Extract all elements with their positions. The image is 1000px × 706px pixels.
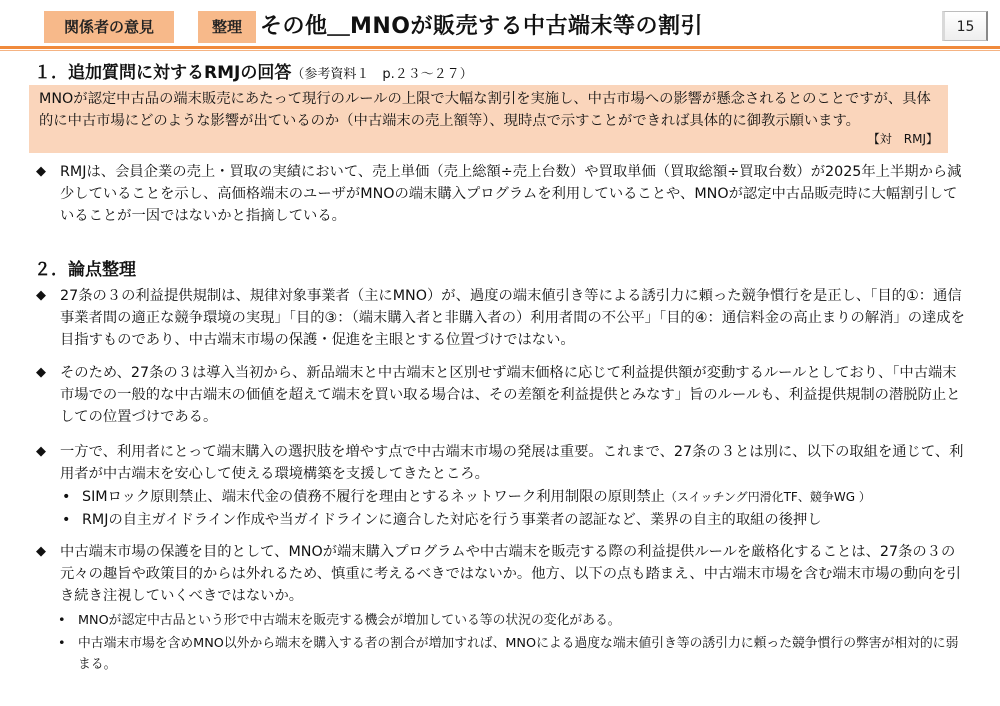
question-text: MNOが認定中古品の端末販売にあたって現行のルールの上限で大幅な割引を実施し、中古市場への影響が懸念されるとのことですが、具体的に中古市場にどのような影響が出ているのか（中古端末の売上額等）、現時点で示すことができれば具体的に御教示願います。 — [39, 91, 931, 129]
category-tag: 関係者の意見 — [44, 11, 174, 43]
dot-bullet-icon: • — [58, 636, 66, 651]
bullet-text: RMJは、会員企業の売上・買取の実績において、売上単価（売上総額÷売上台数）や買取単価（買取総額÷買取台数）が2025年上半期から減少していることを示し、高価格端末のユーザがMNOの端末購入プログラムを利用していることや、MNOが認定中古品販売時に大幅割引していることが一因ではないかと指摘している。 — [60, 164, 962, 224]
list-item — [36, 541, 966, 607]
bullet-text: そのため、27条の３は導入当初から、新品端末と中古端末と区別せず端末価格に応じて利益提供額が変動するルールとしており、「中古端末市場での一般的な中古端末の価値を超えて端末を買い取る場合は、その差額を利益提供とみなす」旨のルールも、利益提供規制の潜脱防止としての位置づけである。 — [60, 365, 961, 425]
dot-bullet-icon: • — [62, 489, 71, 505]
dot-bullet-icon: • — [58, 613, 66, 628]
section-title: ２．論点整理 — [34, 260, 136, 280]
section-heading-2 — [34, 255, 136, 280]
dot-bullet-icon: • — [62, 512, 71, 528]
diamond-bullet-icon: ◆ — [36, 288, 46, 303]
list-item — [36, 441, 966, 485]
header-divider-thin — [0, 50, 1000, 51]
question-target: 【対 RMJ】 — [867, 131, 938, 146]
status-tag: 整理 — [198, 11, 256, 43]
bullet-text: 中古端末市場の保護を目的として、MNOが端末購入プログラムや中古端末を販売する際の利益提供ルールを厳格化することは、27条の３の元々の趣旨や政策目的からは外れるため、慎重に考えるべきではないか。他方、以下の点も踏まえ、中古端末市場を含む端末市場の動向を引き続き注視していくべきではないか。 — [60, 544, 961, 604]
diamond-bullet-icon: ◆ — [36, 164, 46, 179]
sub-item-text: MNOが認定中古品という形で中古端末を販売する機会が増加している等の状況の変化がある。 — [78, 613, 621, 628]
sub-list-item — [62, 486, 962, 508]
question-box — [29, 85, 948, 153]
page-number: 15 — [942, 11, 988, 41]
diamond-bullet-icon: ◆ — [36, 365, 46, 380]
sub-item-text: SIMロック原則禁止、端末代金の債務不履行を理由とするネットワーク利用制限の原則禁止 — [82, 489, 665, 505]
page-title: その他＿MNOが販売する中古端末等の割引 — [260, 14, 704, 39]
diamond-bullet-icon: ◆ — [36, 544, 46, 559]
sub-item-note: （スイッチング円滑化TF、競争WG ） — [664, 490, 871, 504]
list-item — [36, 285, 966, 351]
bullet-text: 27条の３の利益提供規制は、規律対象事業者（主にMNO）が、過度の端末値引き等による誘引力に頼った競争慣行を是正し、「目的①：通信事業者間の適正な競争環境の実現」「目的③：（端末購入者と非購入者の）利用者間の不公平」「目的④：通信料金の高止まりの解消」の達成を目指すものであり、中古端末市場の保護・促進を主眼とする位置づけではない。 — [60, 288, 965, 348]
section-title: １．追加質問に対するRMJの回答 — [34, 63, 292, 83]
reference-note: （参考資料１ p.２３～２７） — [291, 67, 473, 82]
list-item — [36, 362, 966, 428]
bullet-text: 一方で、利用者にとって端末購入の選択肢を増やす点で中古端末市場の発展は重要。これまで、27条の３とは別に、以下の取組を通じて、利用者が中古端末を安心して使える環境構築を支援してきたところ。 — [60, 444, 964, 482]
section-heading-1 — [34, 58, 473, 83]
sub-list-item — [58, 610, 968, 631]
sub-list-item — [62, 509, 962, 531]
list-item — [36, 161, 966, 227]
sub-item-text: RMJの自主ガイドライン作成や当ガイドラインに適合した対応を行う事業者の認証など、業界の自主的取組の後押し — [82, 512, 822, 528]
sub-item-text: 中古端末市場を含めMNO以外から端末を購入する者の割合が増加すれば、MNOによる過度な端末値引き等の誘引力に頼った競争慣行の弊害が相対的に弱まる。 — [78, 636, 959, 672]
header-divider — [0, 46, 1000, 49]
slide-header — [0, 0, 1000, 48]
diamond-bullet-icon: ◆ — [36, 444, 46, 459]
sub-list-item — [58, 633, 968, 675]
